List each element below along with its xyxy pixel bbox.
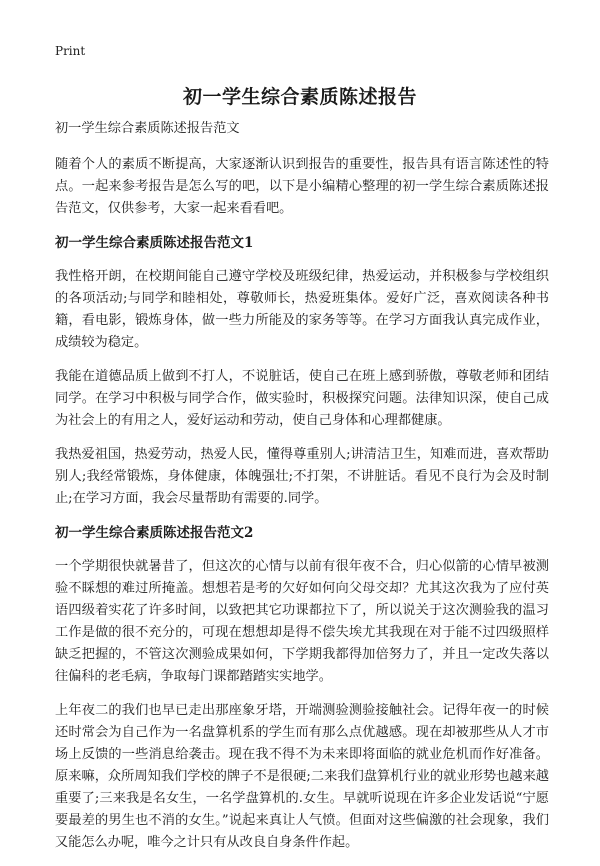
intro-paragraph: 随着个人的素质不断提高，大家逐渐认识到报告的重要性，报告具有语言陈述性的特点。一起来参考报告是怎么写的吧，以下是小编精心整理的初一学生综合素质陈述报告范文，仅供参考，大家一起来看看吧。: [55, 157, 549, 216]
article-body: [55, 118, 549, 866]
section-heading-1: 初一学生综合素质陈述报告范文1: [55, 235, 254, 251]
article-subtitle: 初一学生综合素质陈述报告范文: [55, 121, 240, 136]
page-title: 初一学生综合素质陈述报告: [182, 86, 417, 108]
section-1-paragraph-2: 我能在道德品质上做到不打人，不说脏话，使自己在班上感到骄傲，尊敬老师和团结同学。在学习中积极与同学合作，做实验时，积极探究问题。法律知识深，使自己成为社会上的有用之人，爱好运动和劳动，使自己身体和心理都健康。: [55, 369, 549, 428]
print-link[interactable]: Print: [55, 44, 86, 58]
section-2-paragraph-1: 一个学期很快就暑昔了，但这次的心情与以前有很年夜不合，归心似箭的心情早被测验不睬想的难过所掩盖。想想若是考的欠好如何向父母交却？尤其这次我为了应付英语四级着实花了许多时间，以致把其它功课都拉下了，所以说关于这次测验我的温习工作是做的很不充分的，可现在想想却是得不偿失埃尤其我现在对于能不过四级照样缺乏把握的，不管这次测验成果如何，下学期我都得加倍努力了，并且一定改失落以往偏科的老毛病，争取每门课都踏踏实实地学。: [55, 559, 549, 684]
section-2-paragraph-2: 上年夜二的我们也早已走出那座象牙塔，开端测验测验接触社会。记得年夜一的时候还时常会为自己作为一名盘算机系的学生而有那么点优越感。现在却被那些从人才市场上反馈的一些消息给袭击。现在我不得不为未来即将面临的就业危机而作好准备。原来嘛，众所周知我们学校的牌子不是很硬;二来我们盘算机行业的就业形势也越来越重要了;三来我是名女生，一名学盘算机的.女生。早就听说现在许多企业发话说“宁愿要最差的男生也不消的女生。”说起来真让人气愤。但面对这些偏激的社会现象，我们又能怎么办呢，唯今之计只有从改良自身条件作起。: [55, 703, 549, 850]
section-1-paragraph-3: 我热爱祖国，热爱劳动，热爱人民，懂得尊重别人;讲清洁卫生，知难而进，喜欢帮助别人;我经常锻炼，身体健康，体魄强壮;不打架，不讲脏话。看见不良行为会及时制止;在学习方面，我会尽量帮助有需要的.同学。: [55, 447, 549, 506]
section-1-paragraph-1: 我性格开朗，在校期间能自己遵守学校及班级纪律，热爱运动，并积极参与学校组织的各项活动;与同学和睦相处，尊敬师长，热爱班集体。爱好广泛，喜欢阅读各种书籍，看电影，锻炼身体，做一些力所能及的家务等等。在学习方面我认真完成作业，成绩较为稳定。: [55, 269, 549, 350]
section-heading-2: 初一学生综合素质陈述报告范文2: [55, 525, 254, 541]
